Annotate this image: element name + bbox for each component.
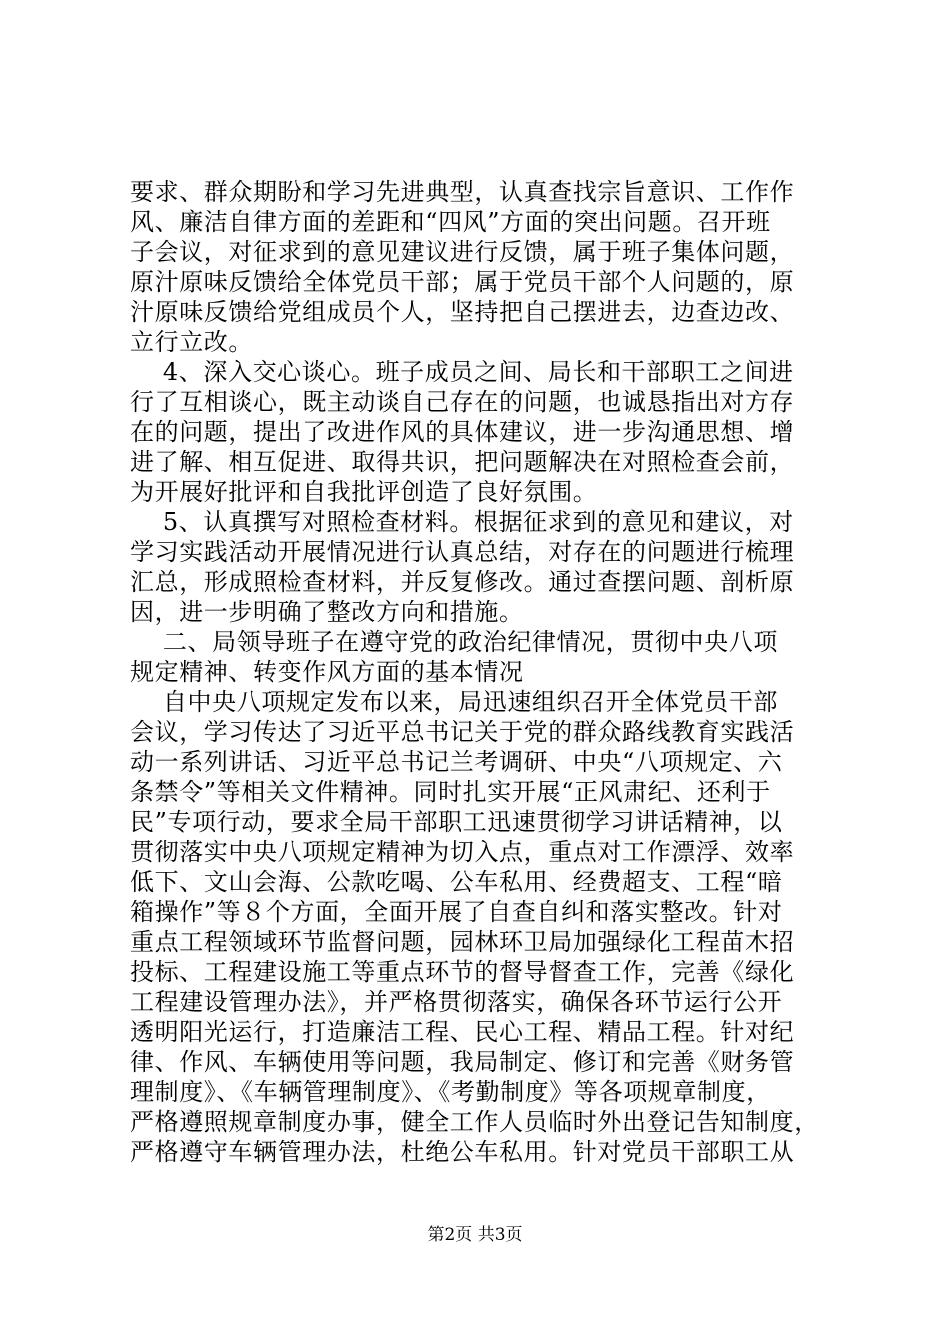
paragraph-start: 自中央八项规定发布以来，局迅速组织召开全体党员干部 [130,688,778,716]
text-line: 箱操作”等８个方面，全面开展了自查自纠和落实整改。针对 [130,898,783,926]
text-line: 要求、群众期盼和学习先进典型，认真查找宗旨意识、工作作 [130,178,795,206]
page-footer: 第2页 共3页 [427,1225,523,1245]
text-line: 重点工程领域环节监督问题，园林环卫局加强绿化工程苗木招 [130,928,795,956]
text-line: 投标、工程建设施工等重点环节的督导督查工作，完善《绿化 [130,958,795,986]
text-line: 子会议，对征求到的意见建议进行反馈，属于班子集体问题， [130,238,795,266]
text-line: 律、作风、车辆使用等问题，我局制定、修订和完善《财务管 [130,1048,795,1076]
text-line: 低下、文山会海、公款吃喝、公车私用、经费超支、工程“暗 [130,868,783,896]
paragraph-5-start: 5、认真撰写对照检查材料。根据征求到的意见和建议，对 [130,508,794,536]
text-line: 为开展好批评和自我批评创造了良好氛围。 [130,478,598,506]
text-line: 因，进一步明确了整改方向和措施。 [130,598,524,626]
text-line: 立行立改。 [130,328,253,356]
text-line: 会议，学习传达了习近平总书记关于党的群众路线教育实践活 [130,718,795,746]
text-line: 动一系列讲话、习近平总书记兰考调研、中央“八项规定、六 [130,748,783,776]
text-line: 汇总，形成照检查材料，并反复修改。通过查摆问题、剖析原 [130,568,795,596]
text-line: 原汁原味反馈给全体党员干部；属于党员干部个人问题的，原 [130,268,795,296]
text-line: 进了解、相互促进、取得共识，把问题解决在对照检查会前， [130,448,795,476]
text-line: 风、廉洁自律方面的差距和“四风”方面的突出问题。召开班 [130,208,771,236]
text-line: 在的问题，提出了改进作风的具体建议，进一步沟通思想、增 [130,418,795,446]
text-line: 汁原味反馈给党组成员个人，坚持把自己摆进去，边查边改、 [130,298,795,326]
section-heading-2-cont: 规定精神、转变作风方面的基本情况 [130,658,524,686]
text-line: 行了互相谈心，既主动谈自己存在的问题，也诚恳指出对方存 [130,388,795,416]
text-line: 透明阳光运行，打造廉洁工程、民心工程、精品工程。针对纪 [130,1018,795,1046]
text-line: 民”专项行动，要求全局干部职工迅速贯彻学习讲话精神，以 [130,808,783,836]
text-line: 严格遵照规章制度办事，健全工作人员临时外出登记告知制度， [130,1108,819,1136]
text-line: 严格遵守车辆管理办法，杜绝公车私用。针对党员干部职工从 [130,1138,795,1166]
paragraph-4-start: 4、深入交心谈心。班子成员之间、局长和干部职工之间进 [130,358,794,386]
text-line: 工程建设管理办法》，并严格贯彻落实，确保各环节运行公开 [130,988,783,1016]
text-line: 学习实践活动开展情况进行认真总结，对存在的问题进行梳理 [130,538,795,566]
text-line: 理制度》、《车辆管理制度》、《考勤制度》等各项规章制度， [130,1078,771,1106]
text-line: 贯彻落实中央八项规定精神为切入点，重点对工作漂浮、效率 [130,838,795,866]
text-line: 条禁令”等相关文件精神。同时扎实开展“正风肃纪、还利于 [130,778,771,806]
section-heading-2: 二、局领导班子在遵守党的政治纪律情况，贯彻中央八项 [130,628,778,656]
